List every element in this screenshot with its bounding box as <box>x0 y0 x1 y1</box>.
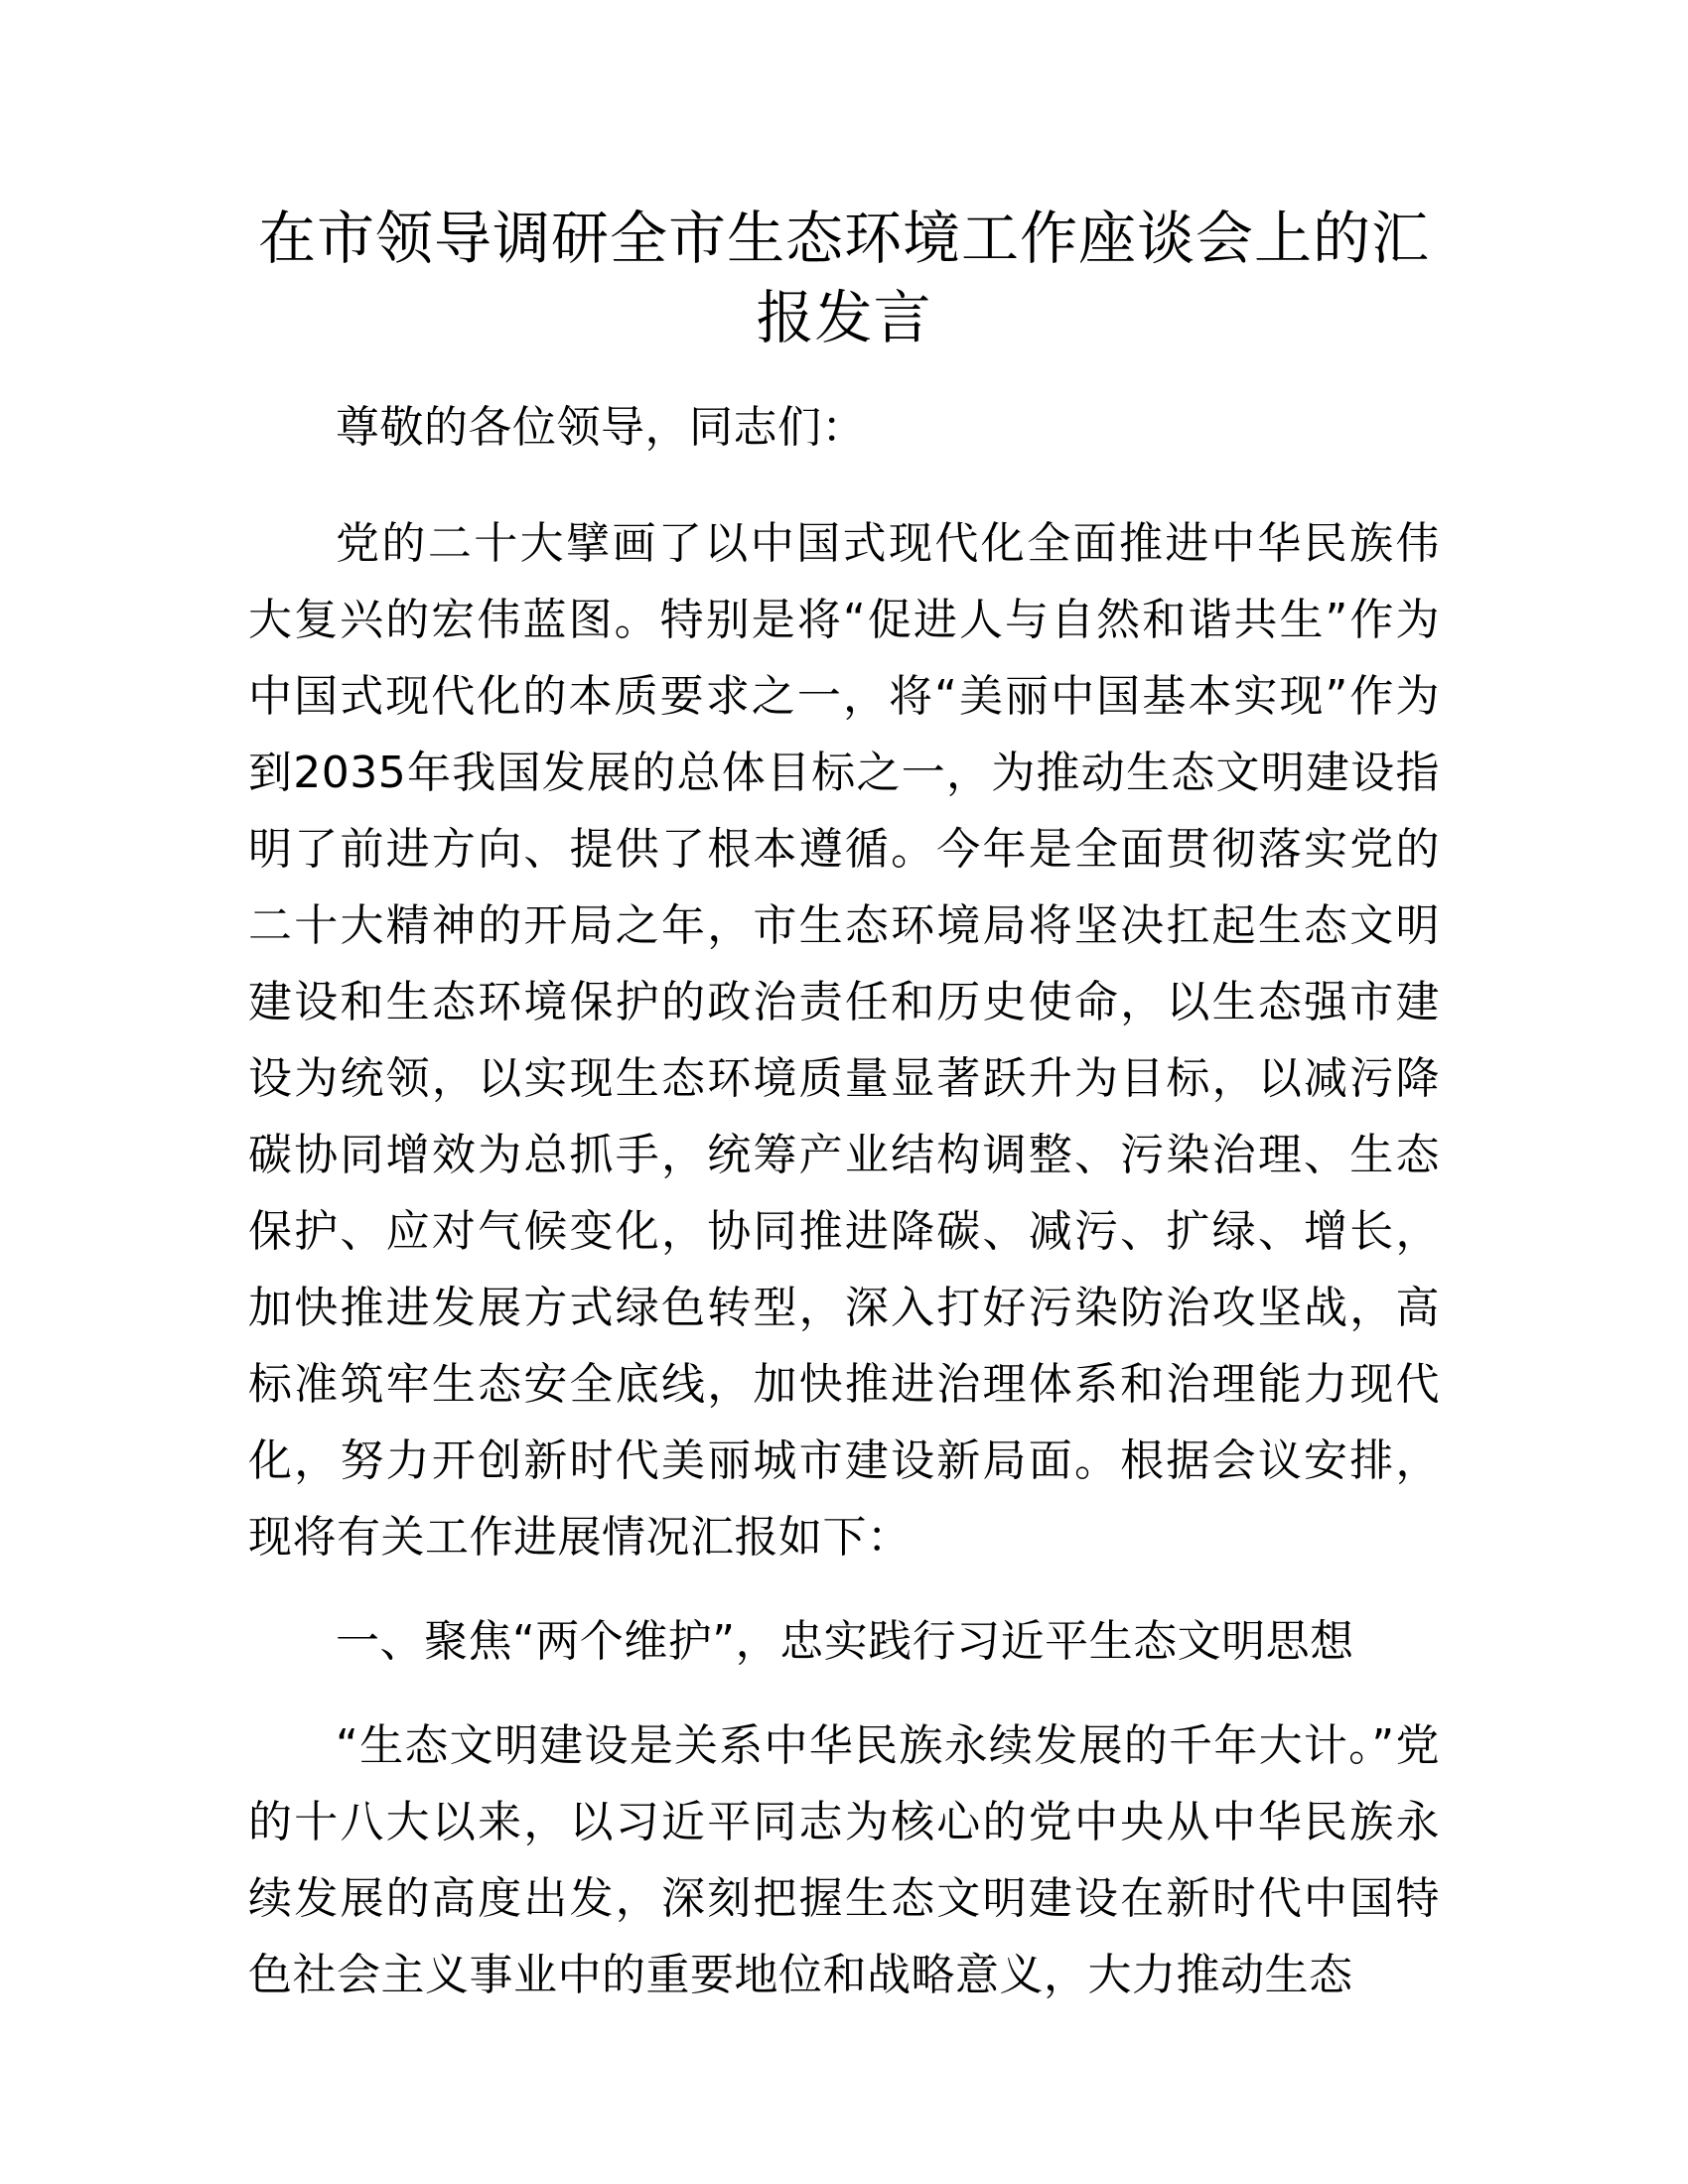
greeting: 尊敬的各位领导，同志们： <box>336 402 866 453</box>
document-body <box>248 389 1440 2041</box>
document-title: 在市领导调研全市生态环境工作座谈会上的汇报发言 <box>257 205 1430 351</box>
section-heading: 一、聚焦“两个维护”，忠实践行习近平生态文明思想 <box>336 1616 1354 1667</box>
section-paragraph: “生态文明建设是关系中华民族永续发展的千年大计。”党的十八大以来，以习近平同志为核心的党中央从中华民族永续发展的高度出发，深刻把握生态文明建设在新时代中国特色社会主义事业中的重要地位和战略意义，大力推动生态 <box>248 1720 1440 2000</box>
intro-paragraph: 党的二十大擘画了以中国式现代化全面推进中华民族伟大复兴的宏伟蓝图。特别是将“促进人与自然和谐共生”作为中国式现代化的本质要求之一，将“美丽中国基本实现”作为到2035年我国发展的总体目标之一，为推动生态文明建设指明了前进方向、提供了根本遵循。今年是全面贯彻落实党的二十大精神的开局之年，市生态环境局将坚决扛起生态文明建设和生态环境保护的政治责任和历史使命，以生态强市建设为统领，以实现生态环境质量显著跃升为目标，以减污降碳协同增效为总抓手，统筹产业结构调整、污染治理、生态保护、应对气候变化，协同推进降碳、减污、扩绿、增长，加快推进发展方式绿色转型，深入打好污染防治攻坚战，高标准筑牢生态安全底线，加快推进治理体系和治理能力现代化，努力开创新时代美丽城市建设新局面。根据会议安排，现将有关工作进展情况汇报如下： <box>248 518 1440 1563</box>
